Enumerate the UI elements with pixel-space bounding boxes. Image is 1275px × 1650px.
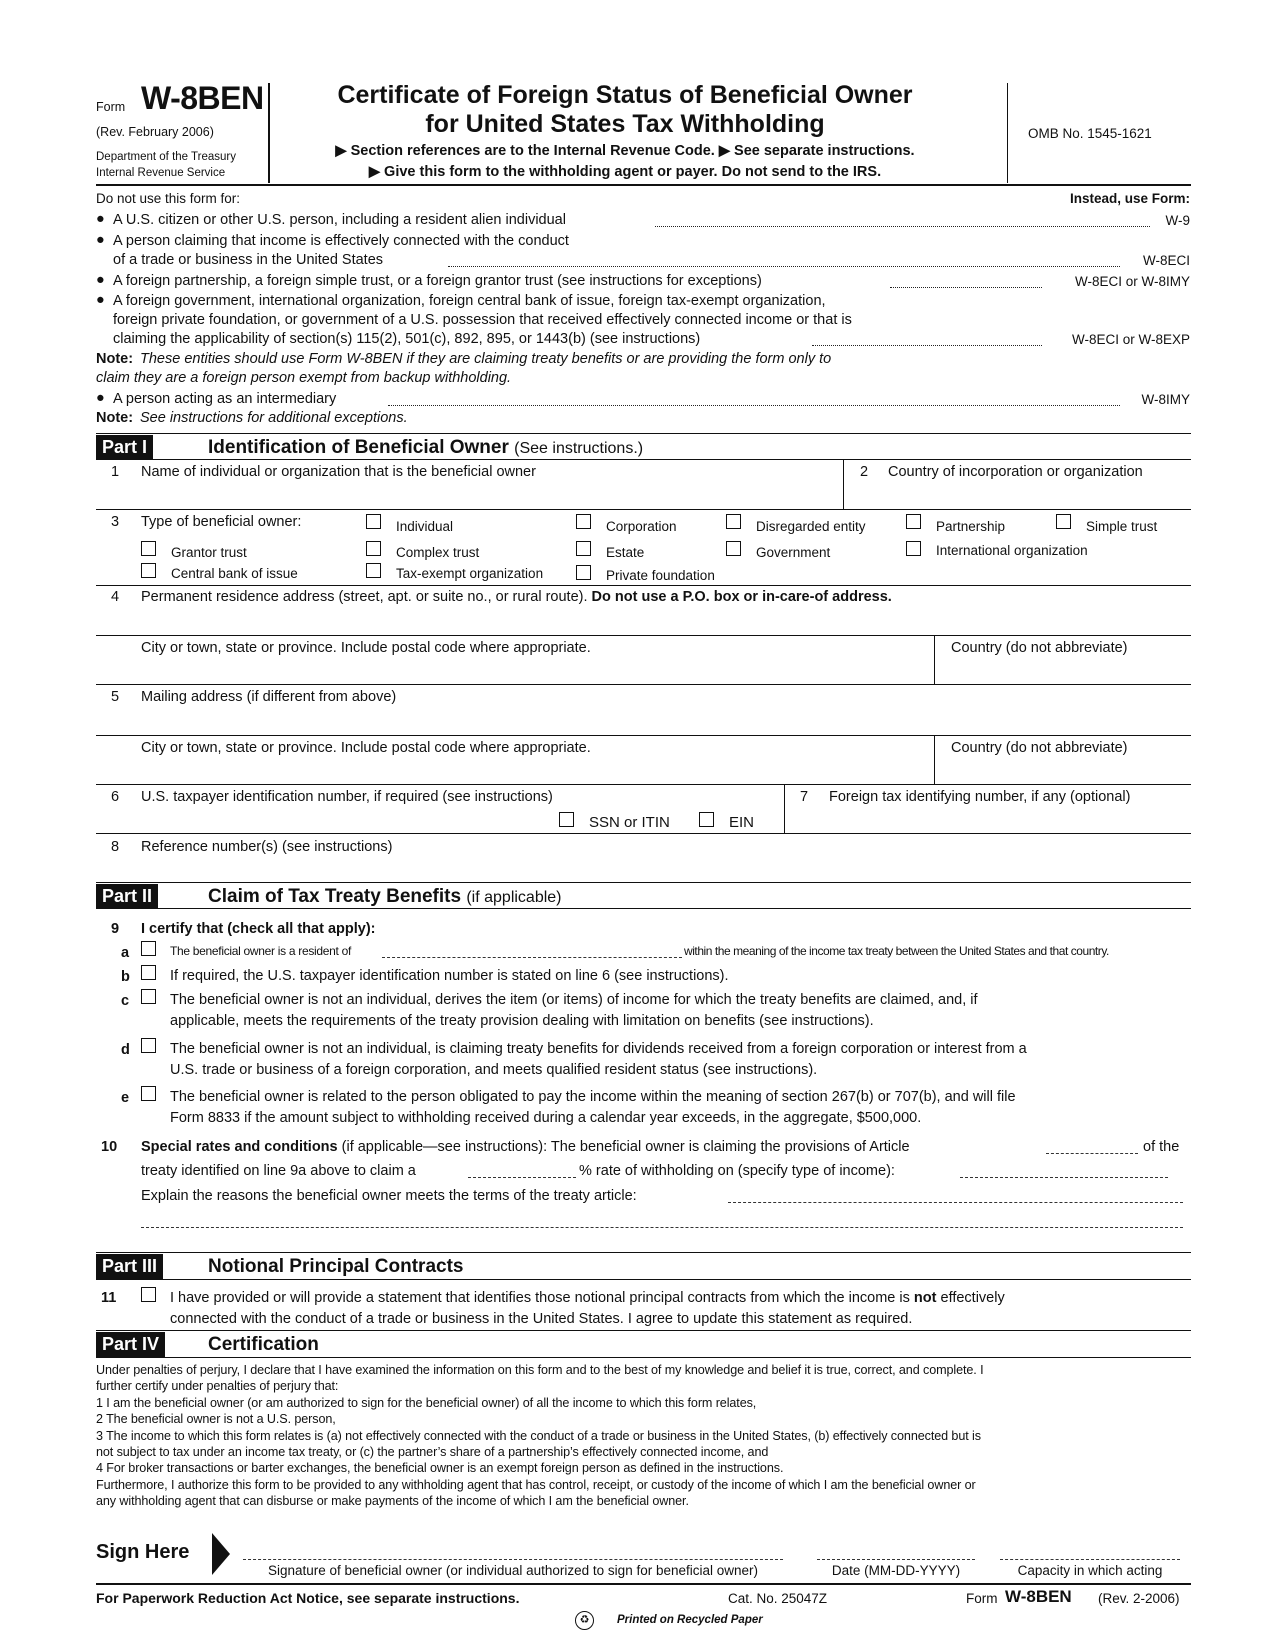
- leader-dots: [655, 226, 1150, 227]
- part-tag: Part I: [96, 435, 153, 460]
- tax-exempt-organization-checkbox[interactable]: [366, 563, 381, 578]
- related-person-checkbox[interactable]: [141, 1086, 156, 1101]
- exclusion-item-cont: claiming the applicability of section(s) 115(2), 501(c), 892, 895, or 1443(b) (see instructions): [113, 331, 701, 347]
- row-rule: [96, 684, 1191, 685]
- line-number: 3: [111, 514, 120, 530]
- form-subtitle-line1: ▶ Section references are to the Internal Revenue Code. ▶ See separate instructions.: [335, 143, 915, 159]
- capacity-line[interactable]: [1000, 1559, 1180, 1560]
- part-title-text: Claim of Tax Treaty Benefits: [208, 886, 462, 907]
- line-number: 11: [101, 1290, 117, 1306]
- revision-date: (Rev. February 2006): [96, 125, 214, 139]
- income-type-blank[interactable]: [960, 1177, 1168, 1178]
- line-9c-text: The beneficial owner is not an individual, derives the item (or items) of income for which the treaty benefits are claimed, and, if: [170, 992, 978, 1008]
- certification-text: [96, 1362, 1196, 1510]
- checkbox-label: SSN or ITIN: [589, 814, 670, 831]
- checkbox-label: Partnership: [936, 519, 1006, 534]
- row-rule: [96, 833, 1191, 834]
- part-rule: [96, 908, 1191, 909]
- notional-contracts-checkbox[interactable]: [141, 1287, 156, 1302]
- row-rule: [96, 509, 1191, 510]
- line-number: 6: [111, 789, 120, 805]
- line-number: 1: [111, 464, 120, 480]
- part-rule: [96, 1279, 1191, 1280]
- line-10-heading: Special rates and conditions: [141, 1139, 338, 1155]
- line-10-text-4: Explain the reasons the beneficial owner meets the terms of the treaty article:: [141, 1188, 637, 1204]
- private-foundation-checkbox[interactable]: [576, 565, 591, 580]
- part-title-note: (if applicable): [466, 889, 562, 906]
- part-title: [208, 437, 643, 459]
- exclusion-item: A U.S. citizen or other U.S. person, including a resident alien individual: [113, 212, 566, 228]
- recycled-paper-note: Printed on Recycled Paper: [617, 1614, 763, 1626]
- line-11-text: [170, 1290, 1005, 1306]
- line-9a-text-cont: within the meaning of the income tax treaty between the United States and that country.: [684, 944, 1109, 958]
- footer-rule: [96, 1583, 1191, 1585]
- bullet: ●: [96, 232, 105, 248]
- exclusion-item: A person acting as an intermediary: [113, 391, 337, 407]
- permanent-country-field[interactable]: [937, 660, 1191, 684]
- treaty-explanation-blank-2[interactable]: [141, 1227, 1183, 1228]
- part-title-text: Identification of Beneficial Owner: [208, 437, 509, 458]
- part-rule: [96, 1357, 1191, 1358]
- individual-checkbox[interactable]: [366, 514, 381, 529]
- checkbox-label: Government: [756, 545, 831, 560]
- line-9e-text: The beneficial owner is related to the person obligated to pay the income within the meaning of section 267(b) or 707(b), and will file: [170, 1089, 1016, 1105]
- city-label: City or town, state or province. Include postal code where appropriate.: [141, 640, 591, 656]
- country-of-incorporation-field[interactable]: [846, 482, 1191, 509]
- field-divider: [843, 459, 844, 509]
- field-divider: [934, 735, 935, 784]
- country-label: Country (do not abbreviate): [951, 640, 1128, 656]
- form-subtitle-line2: ▶ Give this form to the withholding agent or payer. Do not send to the IRS.: [368, 164, 882, 180]
- qualified-resident-checkbox[interactable]: [141, 1038, 156, 1053]
- reference-number-field[interactable]: [440, 836, 1191, 860]
- leader-dots: [890, 287, 1042, 288]
- tin-stated-checkbox[interactable]: [141, 965, 156, 980]
- line-11-part-a: I have provided or will provide a statement that identifies those notional principal contracts from which the income is: [170, 1290, 910, 1306]
- footer-revision: (Rev. 2-2006): [1098, 1591, 1180, 1606]
- checkbox-label: Corporation: [606, 519, 677, 534]
- agency: Internal Revenue Service: [96, 167, 226, 179]
- line-9-label: I certify that (check all that apply):: [141, 921, 376, 937]
- checkbox-label: Central bank of issue: [171, 566, 298, 581]
- omb-number: OMB No. 1545-1621: [1028, 126, 1152, 141]
- row-rule: [96, 585, 1191, 586]
- line-5-label: Mailing address (if different from above): [141, 689, 397, 705]
- line-9c-text-cont: applicable, meets the requirements of the treaty provision dealing with limitation on benefits (see instructions).: [170, 1013, 874, 1029]
- part-title: Notional Principal Contracts: [208, 1256, 464, 1277]
- line-9b-text: If required, the U.S. taxpayer identification number is stated on line 6 (see instructions).: [170, 968, 729, 984]
- line-9d-text: The beneficial owner is not an individual, is claiming treaty benefits for dividends received from a foreign corporation or interest from a: [170, 1041, 1027, 1057]
- form-word: Form: [96, 100, 126, 114]
- line-number: 5: [111, 689, 120, 705]
- checkbox-label: International organization: [936, 543, 1088, 558]
- header-divider-left: [268, 83, 270, 183]
- note-label: Note:: [96, 410, 134, 426]
- checkbox-label: Simple trust: [1086, 519, 1158, 534]
- line-10-text-2: treaty identified on line 9a above to claim a: [141, 1163, 416, 1179]
- checkbox-label: Grantor trust: [171, 545, 247, 560]
- alternate-form: W-9: [1165, 213, 1190, 228]
- line-6-label: U.S. taxpayer identification number, if required (see instructions): [141, 789, 553, 805]
- simple-trust-checkbox[interactable]: [1056, 514, 1071, 529]
- bullet: ●: [96, 390, 105, 406]
- line-number: 7: [800, 789, 809, 805]
- date-caption: Date (MM-DD-YYYY): [831, 1563, 961, 1578]
- cert-line: Furthermore, I authorize this form to be provided to any withholding agent that has control, receipt, or custody of the income of which I am the beneficial owner or: [96, 1477, 976, 1492]
- international-organization-checkbox[interactable]: [906, 541, 921, 556]
- part-rule: [96, 433, 1191, 434]
- central-bank-checkbox[interactable]: [141, 563, 156, 578]
- date-line[interactable]: [817, 1559, 975, 1560]
- government-checkbox[interactable]: [726, 541, 741, 556]
- catalog-number: Cat. No. 25047Z: [728, 1591, 828, 1606]
- note-text: See instructions for additional exceptions.: [140, 410, 408, 426]
- item-letter: d: [121, 1042, 130, 1058]
- part-tag: Part III: [96, 1254, 163, 1279]
- recycle-icon: ♻: [575, 1611, 594, 1630]
- note-text-cont: claim they are a foreign person exempt from backup withholding.: [96, 370, 512, 386]
- estate-checkbox[interactable]: [576, 541, 591, 556]
- exclusion-item-cont: of a trade or business in the United States: [113, 252, 384, 268]
- ein-checkbox[interactable]: [699, 812, 714, 827]
- line-7-label: Foreign tax identifying number, if any (optional): [829, 789, 1131, 805]
- signature-caption: Signature of beneficial owner (or individual authorized to sign for beneficial owner): [267, 1563, 759, 1578]
- checkbox-label: Private foundation: [606, 568, 715, 583]
- disregarded-entity-checkbox[interactable]: [726, 514, 741, 529]
- bullet: ●: [96, 272, 105, 288]
- exclusion-item: A foreign government, international organization, foreign central bank of issue, foreign tax-exempt organization,: [113, 293, 826, 309]
- row-rule: [96, 784, 1191, 785]
- field-divider: [934, 635, 935, 684]
- part-tag: Part IV: [96, 1332, 165, 1357]
- note-label: Note:: [96, 351, 134, 367]
- department: Department of the Treasury: [96, 151, 236, 163]
- permanent-address-field[interactable]: [96, 608, 1191, 635]
- line-9d-text-cont: U.S. trade or business of a foreign corporation, and meets qualified resident status (see instructions).: [170, 1062, 818, 1078]
- line-number: 9: [111, 921, 120, 937]
- checkbox-label: Individual: [396, 519, 454, 534]
- capacity-caption: Capacity in which acting: [1017, 1563, 1163, 1578]
- line-10-of-the: of the: [1143, 1139, 1180, 1155]
- cert-line: any withholding agent that can disburse or make payments of the income of which I am the beneficial owner.: [96, 1494, 689, 1509]
- alternate-form: W-8ECI or W-8EXP: [1071, 332, 1190, 347]
- complex-trust-checkbox[interactable]: [366, 541, 381, 556]
- part-rule: [96, 1252, 1191, 1253]
- checkbox-label: Tax-exempt organization: [396, 566, 544, 581]
- signature-line[interactable]: [243, 1559, 783, 1560]
- part-rule: [96, 1330, 1191, 1331]
- cert-line: 1 I am the beneficial owner (or am authorized to sign for the beneficial owner) of all the income to which this form relates,: [96, 1395, 757, 1410]
- row-rule: [96, 735, 1191, 736]
- footer-form-word: Form: [966, 1591, 998, 1606]
- withholding-rate-blank[interactable]: [468, 1177, 576, 1178]
- line-9e-text-cont: Form 8833 if the amount subject to withholding received during a calendar year exceeds, in the aggregate, $500,000.: [170, 1110, 922, 1126]
- item-letter: a: [121, 945, 130, 961]
- mailing-address-field[interactable]: [96, 708, 1191, 735]
- cert-line: Under penalties of perjury, I declare that I have examined the information on this form and to the best of my knowledge and belief it is true, correct, and complete. I: [96, 1363, 984, 1377]
- article-blank[interactable]: [1046, 1153, 1138, 1154]
- line-2-label: Country of incorporation or organization: [888, 464, 1143, 480]
- corporation-checkbox[interactable]: [576, 514, 591, 529]
- item-letter: c: [121, 993, 130, 1009]
- country-label: Country (do not abbreviate): [951, 740, 1128, 756]
- ssn-itin-checkbox[interactable]: [559, 812, 574, 827]
- checkbox-label: EIN: [729, 814, 755, 831]
- form-title-line2: for United States Tax Withholding: [425, 110, 825, 138]
- part-title-note: (See instructions.): [514, 440, 644, 457]
- paperwork-notice: For Paperwork Reduction Act Notice, see separate instructions.: [96, 1590, 520, 1606]
- part-rule: [96, 882, 1191, 883]
- line-4-label: [141, 589, 892, 605]
- header-divider-right: [1007, 83, 1008, 183]
- permanent-city-field[interactable]: [96, 660, 931, 684]
- us-tin-field[interactable]: [96, 808, 551, 833]
- part-title: [208, 886, 562, 908]
- treaty-country-blank[interactable]: [382, 957, 682, 958]
- item-letter: b: [121, 969, 130, 985]
- cert-line: 3 The income to which this form relates is (a) not effectively connected with the conduct of a trade or business in the United States, (b) effectively connected but is: [96, 1428, 981, 1443]
- line-1-label: Name of individual or organization that is the beneficial owner: [141, 464, 536, 480]
- line-10-text-3: % rate of withholding on (specify type of income):: [579, 1163, 895, 1179]
- bullet: ●: [96, 292, 105, 308]
- note-text: These entities should use Form W-8BEN if they are claiming treaty benefits or are providing the form only to: [140, 351, 832, 367]
- partnership-checkbox[interactable]: [906, 514, 921, 529]
- leader-dots: [388, 405, 1120, 406]
- city-label: City or town, state or province. Include postal code where appropriate.: [141, 740, 591, 756]
- alternate-form: W-8IMY: [1141, 392, 1190, 407]
- limitation-on-benefits-checkbox[interactable]: [141, 989, 156, 1004]
- alternate-form: W-8ECI or W-8IMY: [1074, 274, 1190, 289]
- line-10-text: [141, 1139, 910, 1155]
- form-number: W-8BEN: [141, 80, 264, 116]
- instead-use-heading: Instead, use Form:: [1069, 191, 1190, 206]
- row-rule: [96, 635, 1191, 636]
- cert-line: 4 For broker transactions or barter exchanges, the beneficial owner is an exempt foreign person as defined in the instructions.: [96, 1461, 784, 1476]
- foreign-tin-field[interactable]: [787, 808, 1191, 833]
- cert-line: further certify under penalties of perjury that:: [96, 1379, 339, 1394]
- cert-line: 2 The beneficial owner is not a U.S. person,: [96, 1412, 336, 1427]
- leader-dots: [812, 345, 1042, 346]
- exclusion-item-cont: foreign private foundation, or government of a U.S. possession that received effectively connected income or that is: [113, 312, 852, 328]
- line-number: 10: [101, 1139, 118, 1155]
- part-title: Certification: [208, 1334, 319, 1355]
- part-rule: [96, 459, 1191, 460]
- line-11-text-cont: connected with the conduct of a trade or business in the United States. I agree to update this statement as required.: [170, 1311, 913, 1327]
- footer-form-number: W-8BEN: [1005, 1587, 1072, 1606]
- line-3-label: Type of beneficial owner:: [141, 514, 302, 530]
- exclusion-item: A foreign partnership, a foreign simple trust, or a foreign grantor trust (see instructions for exceptions): [113, 273, 762, 289]
- sign-here-label: Sign Here: [96, 1541, 190, 1563]
- alternate-form: W-8ECI: [1142, 253, 1190, 268]
- form-title-line1: Certificate of Foreign Status of Beneficial Owner: [337, 81, 913, 109]
- line-4-warning: Do not use a P.O. box or in-care-of address.: [591, 589, 892, 605]
- checkbox-label: Complex trust: [396, 545, 480, 560]
- item-letter: e: [121, 1090, 130, 1106]
- field-divider: [784, 784, 785, 833]
- line-number: 8: [111, 839, 120, 855]
- line-9a-text: The beneficial owner is a resident of: [170, 944, 352, 958]
- line-number: 4: [111, 589, 120, 605]
- do-not-use-heading: Do not use this form for:: [96, 191, 241, 206]
- line-11-part-b: effectively: [940, 1290, 1005, 1306]
- line-number: 2: [860, 464, 869, 480]
- treaty-resident-checkbox[interactable]: [141, 941, 156, 956]
- checkbox-label: Disregarded entity: [756, 519, 866, 534]
- treaty-explanation-blank[interactable]: [728, 1202, 1183, 1203]
- bullet: ●: [96, 211, 105, 227]
- header-bottom-rule: [96, 184, 1191, 186]
- part-tag: Part II: [96, 884, 158, 909]
- line-10-desc: (if applicable—see instructions): The beneficial owner is claiming the provisions of Article: [341, 1139, 910, 1155]
- mailing-country-field[interactable]: [937, 760, 1191, 784]
- checkbox-label: Estate: [606, 545, 645, 560]
- sign-arrow-icon: [212, 1533, 230, 1575]
- exclusion-item: A person claiming that income is effectively connected with the conduct: [113, 233, 569, 249]
- line-4-text: Permanent residence address (street, apt. or suite no., or rural route).: [141, 589, 588, 605]
- beneficial-owner-name-field[interactable]: [96, 482, 841, 509]
- leader-dots: [448, 266, 1120, 267]
- mailing-city-field[interactable]: [96, 760, 931, 784]
- grantor-trust-checkbox[interactable]: [141, 541, 156, 556]
- cert-line: not subject to tax under an income tax treaty, or (c) the partner’s share of a partnership’s effectively connected income, and: [96, 1445, 769, 1460]
- line-11-not: not: [913, 1290, 937, 1306]
- line-8-label: Reference number(s) (see instructions): [141, 839, 393, 855]
